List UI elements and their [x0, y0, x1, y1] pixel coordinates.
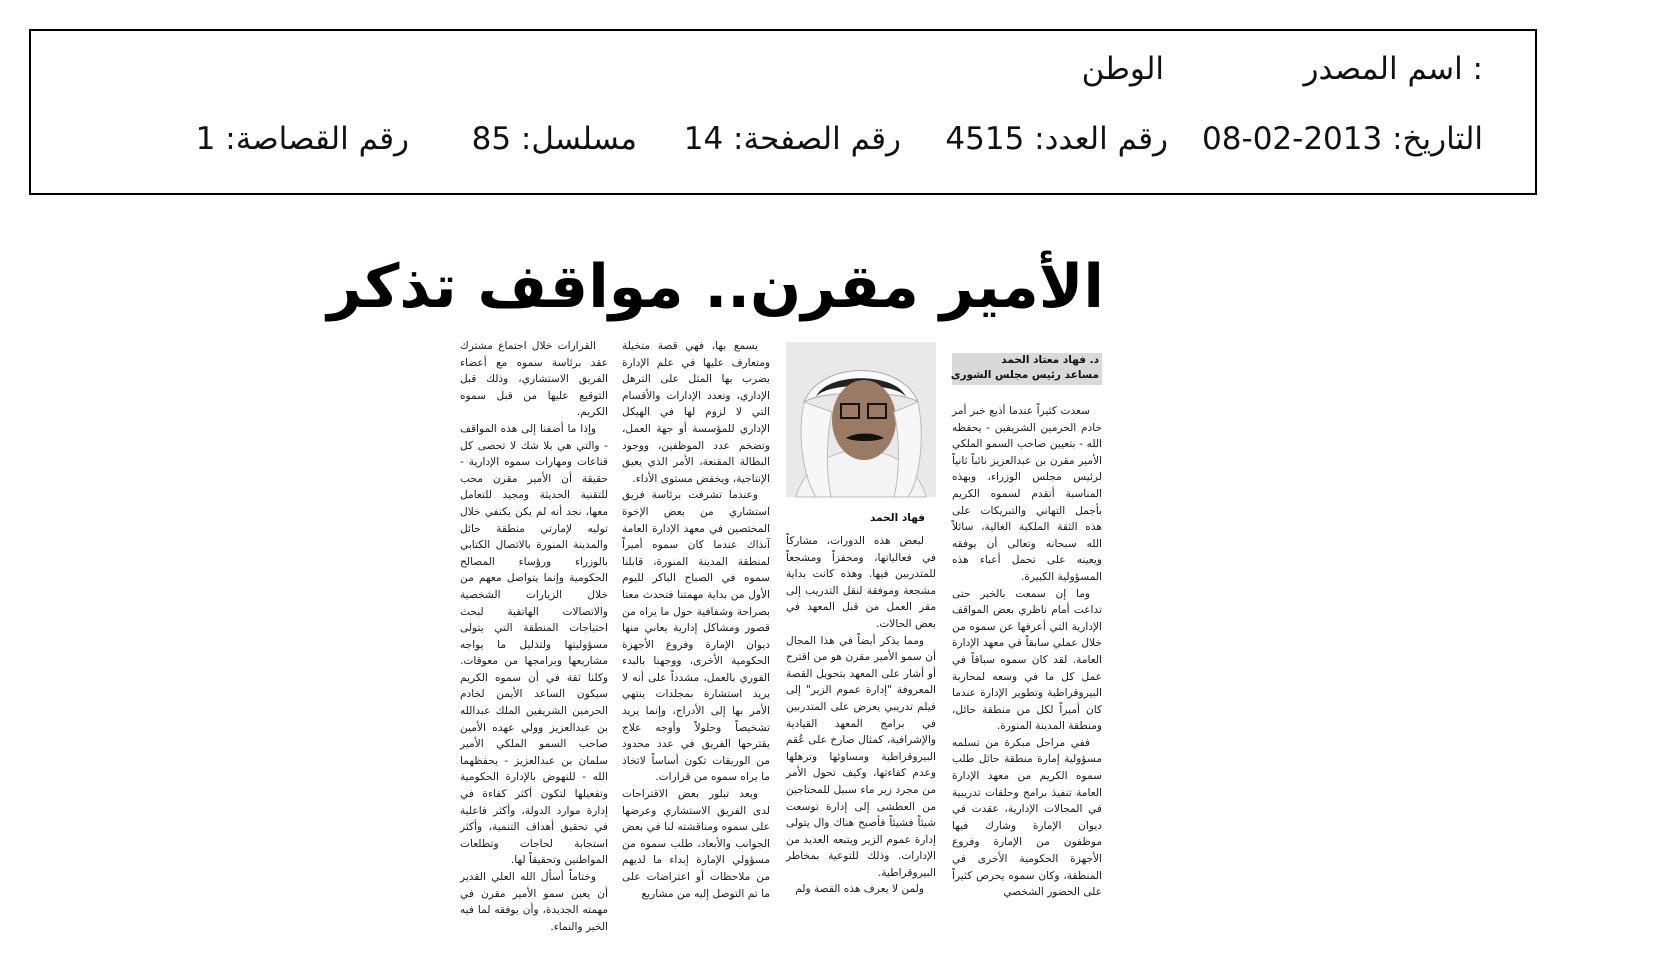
- author-name: د. فهاد معتاد الحمد: [1001, 354, 1099, 366]
- author-photo: [786, 342, 936, 497]
- source-info-box: [29, 29, 1537, 195]
- author-portrait-image: [786, 342, 936, 497]
- author-byline: [952, 353, 1102, 385]
- paragraph: وختاماً أسأل الله العلي القدير أن يعين سمو الأمير مقرن في مهمته الجديدة، وأن يوفقه لما فيه الخير والنماء.: [460, 871, 608, 933]
- paragraph: لبعض هذه الدورات، مشاركاً في فعالياتها، ومحفزاً ومشجعاً للمتدربين فيها. وهذه كانت بداية مشجعة وموفقة لنقل التدريب إلى مقر العمل من قبل المعهد في بعض الحالات.: [786, 535, 936, 630]
- source-value: الوطن: [1081, 51, 1164, 87]
- page-number-field: رقم الصفحة: 14: [683, 121, 901, 157]
- author-title: مساعد رئيس مجلس الشورى: [950, 369, 1099, 381]
- paragraph: وبعد تبلور بعض الاقتراحات لدى الفريق الاستشاري وعرضها على سموه ومناقشته لنا في بعض الجوانب والأبعاد، طلب سموه من مسؤولي الإمارة إبداء ما لديهم من ملاحظات أو اعتراضات على ما تم التوصل إليه من مشاريع: [622, 788, 770, 900]
- paragraph: ولمن لا يعرف هذه القصة ولم: [795, 883, 924, 896]
- paragraph: يسمع بها، فهي قصة متخيلة ومتعارف عليها في علم الإدارة يضرب بها المثل على الترهل الإداري، وتعدد الإدارات والأقسام التي لا لزوم لها في الهيكل الإداري للمؤسسة أو جهة العمل، وتضخم عدد الموظفين، ووجود البطالة المقنعة، الأمر الذي يعيق الإنتاجية، ويخفض مستوى الأداء.: [622, 340, 770, 485]
- paragraph: ومما يذكر أيضاً في هذا المجال أن سمو الأمير مقرن هو من اقترح أو أشار على المعهد بتحويل القصة المعروفة "إدارة عموم الزير" إلى فيلم تدريبي يعرض على المتدربين في برامج المعهد القيادية والإشرافية، كمثال صارخ على عُقم البيروقراطية ومساوئها وترهلها وعدم كفاءتها، وكيف تحول الأمر من مجرد زير ماء سبيل للمحتاجين من العطشى إلى إدارة توسعت شيئاً فشيئاً فأصبح هناك وال يتولى إدارة عموم الزير ويتبعه العديد من الإدارات. وذلك للتوعية بمخاطر البيروقراطية.: [786, 634, 936, 879]
- paragraph: وعندما تشرفت برئاسة فريق استشاري من بعض الإخوة المختصين في معهد الإدارة العامة آنذاك عندما كان سموه أميراً لمنطقة المدينة المنورة، قابلنا سموه في الصباح الباكر لليوم الأول من بداية مهمتنا فتحدث معنا بصراحة وشفافية حول ما يراه من قصور ومشاكل إدارية يعاني منها ديوان الإمارة وفروع الأجهزة الحكومية الأخرى، ووجهنا بالبدء الفوري بالعمل، مشدداً على أنه لا يريد استشارة بمجلدات ينتهي الأمر بها إلى الأدراج، وإنما يريد تشخيصاً وحلولاً وأوجه علاج يقترحها الفريق في عدد محدود من الوريقات تكون أساساً لاتخاذ ما يراه سموه من قرارات.: [622, 489, 770, 784]
- issue-number-field: رقم العدد: 4515: [945, 121, 1168, 157]
- article-column-1: [952, 403, 1102, 899]
- article-column-2: [786, 533, 936, 896]
- paragraph: وما إن سمعت بالخبر حتى تداعت أمام ناظري بعض المواقف الإدارية التي أعرفها عن سموه من خلال عملي سابقاً في معهد الإدارة العامة. لقد كان سموه سباقاً في عمل كل ما في وسعه لمحاربة البيروقراطية وتطوير الإدارة عندما كان أميراً لكل من منطقة حائل، ومنطقة المدينة المنورة.: [952, 587, 1102, 733]
- newspaper-clipping: [327, 230, 1120, 933]
- source-label: اسم المصدر :: [1303, 51, 1483, 87]
- paragraph: القرارات خلال اجتماع مشترك عقد برئاسة سموه مع أعضاء الفريق الاستشاري، وذلك قبل التوقيع عليها من قبل سموه الكريم.: [460, 340, 608, 419]
- serial-field: مسلسل: 85: [471, 121, 637, 157]
- article-headline: الأمير مقرن.. مواقف تذكر: [327, 252, 1104, 322]
- paragraph: سعدت كثيراً عندما أذيع خبر أمر خادم الحرمين الشريفين - يحفظه الله - بتعيين صاحب السمو الملكي الأمير مقرن بن عبدالعزيز نائباً ثانياً لرئيس مجلس الوزراء، وبهذه المناسبة أتقدم لسموه الكريم بأجمل التهاني والتبريكات على هذه الثقة الملكية الغالية، سائلاً الله سبحانه وتعالى أن يوفقه ويعينه على تحمل أعباء هذه المسؤولية الكبيرة.: [952, 405, 1102, 583]
- photo-caption: فهاد الحمد: [870, 512, 926, 524]
- article-column-4: [460, 338, 608, 933]
- clip-number-field: رقم القصاصة: 1: [195, 121, 409, 157]
- paragraph: وإذا ما أضفنا إلى هذه المواقف - والتي هي بلا شك لا تحصى كل قناعات ومهارات سموه الإدارية - حقيقة أن الأمير مقرن محب للتقنية الحديثة ومجيد للتعامل معها، نجد أنه لم يكن يكتفي خلال توليه لإمارتي منطقة حائل والمدينة المنورة بالاتصال الكتابي بالوزراء ورؤساء المصالح الحكومية وإنما يتواصل معهم من خلال الزيارات الشخصية والاتصالات الهاتفية لبحث احتياجات المنطقة التي يتولى مسؤوليتها ولتذليل ما يواجه مشاريعها وبرامجها من معوقات. وكلنا ثقة في أن سموه الكريم سيكون الساعد الأيمن لخادم الحرمين الشريفين الملك عبدالله بن عبدالعزيز وولي عهده الأمين صاحب السمو الملكي الأمير سلمان بن عبدالعزيز - يحفظهما الله - للنهوض بالإدارة الحكومية وتفعيلها لتكون أكثر كفاءة في إدارة موارد الدولة، وأكثر فاعلية في تحقيق أهداف التنمية، وأكثر استجابة لحاجات وتطلعات المواطنين وتحقيقاً لها.: [460, 422, 608, 867]
- date-field: التاريخ: 2013-02-08: [1202, 121, 1483, 157]
- paragraph: ففي مراحل مبكرة من تسلمه مسؤولية إمارة منطقة حائل طلب سموه الكريم من معهد الإدارة العامة تنفيذ برامج وحلقات تدريبية في المجالات الإدارية، عقدت في ديوان الإمارة وشارك فيها موظفون من الإمارة وفروع الأجهزة الحكومية الأخرى في المنطقة، وكان سموه يحرص كثيراً على الحضور الشخصي: [952, 736, 1102, 899]
- article-column-3: [622, 338, 770, 900]
